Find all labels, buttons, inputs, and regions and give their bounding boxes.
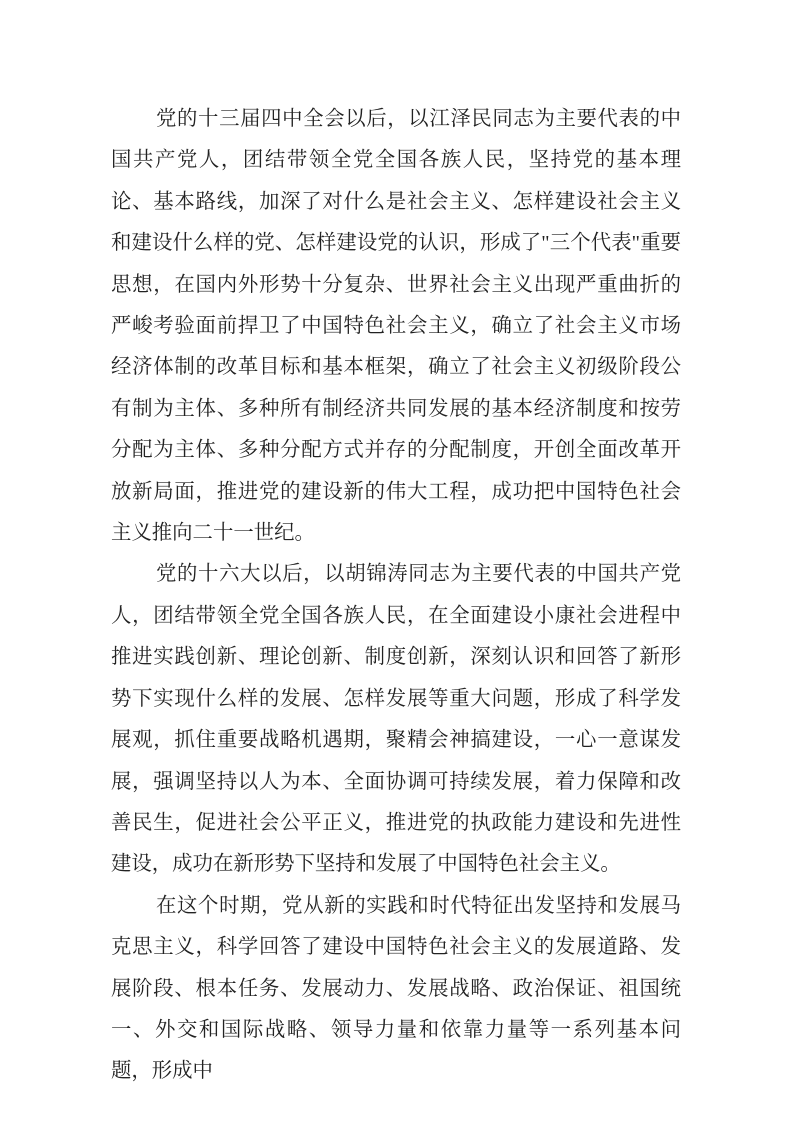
paragraph-jiang-zemin-era: 党的十三届四中全会以后，以江泽民同志为主要代表的中国共产党人，团结带领全党全国各族人民，坚持党的基本理论、基本路线，加深了对什么是社会主义、怎样建设社会主义和建设什么样的党、怎样建设党的认识，形成了"三个代表"重要思想，在国内外形势十分复杂、世界社会主义出现严重曲折的严峻考验面前捍卫了中国特色社会主义，确立了社会主义市场经济体制的改革目标和基本框架，确立了社会主义初级阶段公有制为主体、多种所有制经济共同发展的基本经济制度和按劳分配为主体、多种分配方式并存的分配制度，开创全面改革开放新局面，推进党的建设新的伟大工程，成功把中国特色社会主义推向二十一世纪。 [111,108,681,545]
paragraph-period-summary: 在这个时期，党从新的实践和时代特征出发坚持和发展马克思主义，科学回答了建设中国特色社会主义的发展道路、发展阶段、根本任务、发展动力、发展战略、政治保证、祖国统一、外交和国际战略、领导力量和依靠力量等一系列基本问题，形成中 [111,894,681,1083]
document-text-block [111,99,681,1093]
paragraph-hu-jintao-era: 党的十六大以后，以胡锦涛同志为主要代表的中国共产党人，团结带领全党全国各族人民，在全面建设小康社会进程中推进实践创新、理论创新、制度创新，深刻认识和回答了新形势下实现什么样的发展、怎样发展等重大问题，形成了科学发展观，抓住重要战略机遇期，聚精会神搞建设，一心一意谋发展，强调坚持以人为本、全面协调可持续发展，着力保障和改善民生，促进社会公平正义，推进党的执政能力建设和先进性建设，成功在新形势下坚持和发展了中国特色社会主义。 [111,563,681,876]
